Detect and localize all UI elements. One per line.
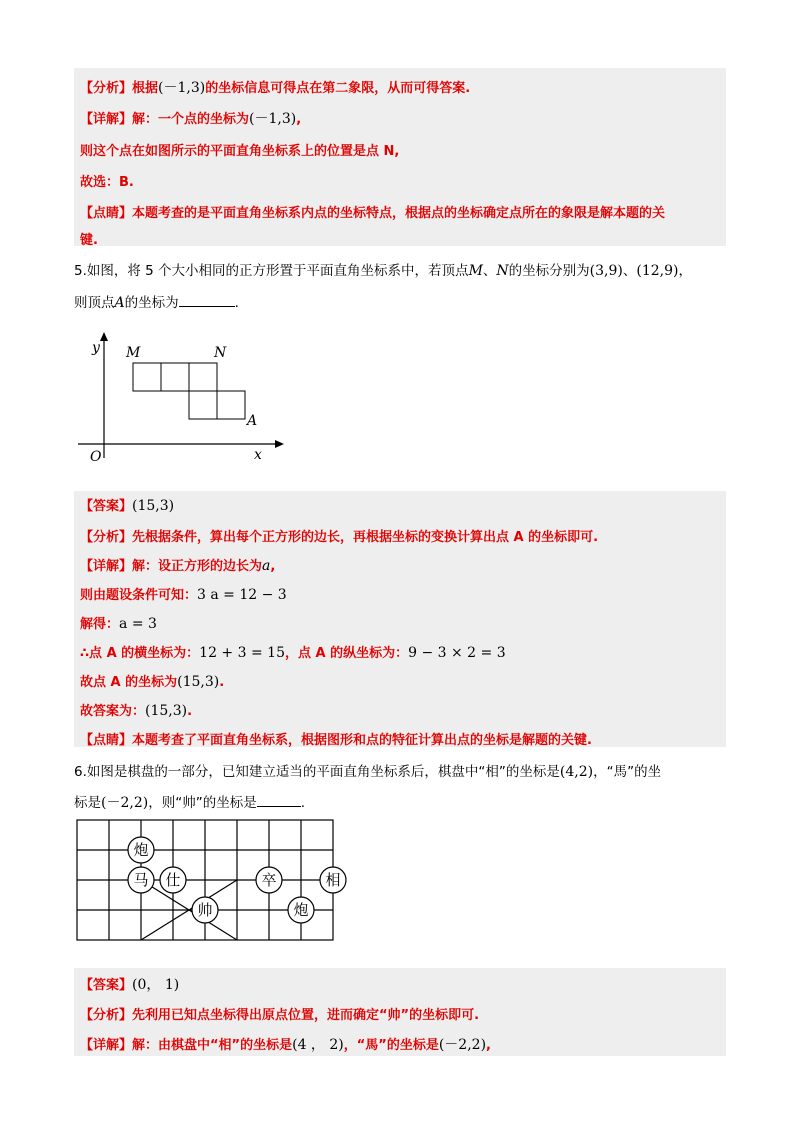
detail-line-4: 解得：a = 3 [80, 616, 157, 632]
analysis-line: 【分析】根据(－1,3)的坐标信息可得点在第二象限，从而可得答案. [80, 80, 471, 96]
chessboard-figure [74, 817, 341, 943]
detail-line-5: ∴点 A 的横坐标为：12 + 3 = 15，点 A 的纵坐标为：9 − 3 × 2 = 3 [80, 645, 506, 661]
x-label: x [254, 447, 262, 463]
detail-line-7: 故答案为：(15,3). [80, 703, 193, 719]
question-5-line-1: 5.如图，将 5 个大小相同的正方形置于平面直角坐标系中，若顶点M、N的坐标分别为(3,9)、(12,9)， [74, 263, 692, 279]
question-6-line-2: 标是(－2,2)，则“帅”的坐标是 . [74, 795, 305, 811]
squares-coordinate-figure [74, 328, 294, 468]
analysis-line: 【分析】先利用已知点坐标得出原点位置，进而确定“帅”的坐标即可. [80, 1008, 480, 1023]
piece-pao-1-label: 炮 [133, 841, 149, 859]
piece-shuai-label: 帅 [197, 901, 213, 919]
comment-line: 【点睛】本题考查的是平面直角坐标系内点的坐标特点，根据点的坐标确定点所在的象限是解本题的关 [80, 206, 666, 221]
detail-line-4: 故选：B. [80, 175, 134, 190]
x-axis-arrow [275, 440, 284, 448]
y-label: y [92, 340, 100, 356]
question-5-line-2: 则顶点A的坐标为 . [74, 295, 239, 311]
detail-line-6: 故点 A 的坐标为(15,3). [80, 674, 225, 690]
square-5 [217, 391, 245, 419]
square-3 [189, 363, 217, 391]
point-a-label: A [247, 413, 258, 429]
piece-zu-label: 卒 [261, 871, 277, 889]
square-1 [133, 363, 161, 391]
answer-line: 【答案】(15,3) [80, 498, 175, 514]
comment-line: 【点睛】本题考查了平面直角坐标系，根据图形和点的特征计算出点的坐标是解题的关键. [80, 733, 592, 748]
piece-shi-label: 仕 [165, 871, 181, 889]
detail-line-3: 则由题设条件可知：3 a = 12 − 3 [80, 587, 287, 603]
question-6-line-1: 6.如图是棋盘的一部分，已知建立适当的平面直角坐标系后，棋盘中“相”的坐标是(4,2)，“馬”的坐 [74, 764, 662, 780]
point-m-label: M [126, 345, 141, 361]
square-2 [161, 363, 189, 391]
piece-ma-label: 马 [133, 871, 149, 889]
origin-label: O [90, 449, 102, 465]
answer-blank [257, 794, 301, 807]
analysis-line: 【分析】先根据条件，算出每个正方形的边长，再根据坐标的变换计算出点 A 的坐标即可. [80, 530, 599, 545]
answer-blank [179, 294, 235, 307]
detail-line-3: 则这个点在如图所示的平面直角坐标系上的位置是点 N, [80, 144, 400, 159]
piece-pao-2-label: 炮 [293, 901, 309, 919]
comment-line-2: 键. [80, 233, 98, 248]
square-4 [189, 391, 217, 419]
point-n-label: N [214, 345, 227, 361]
detail-line: 【详解】解：由棋盘中“相”的坐标是(4 ， 2)，“馬”的坐标是(－2,2), [80, 1037, 491, 1053]
answer-line: 【答案】(0， 1) [80, 977, 180, 993]
detail-line: 【详解】解：一个点的坐标为(－1,3), [80, 111, 302, 127]
y-axis-arrow [100, 332, 108, 341]
detail-line: 【详解】解：设正方形的边长为a, [80, 558, 276, 574]
piece-xiang-label: 相 [325, 871, 341, 889]
